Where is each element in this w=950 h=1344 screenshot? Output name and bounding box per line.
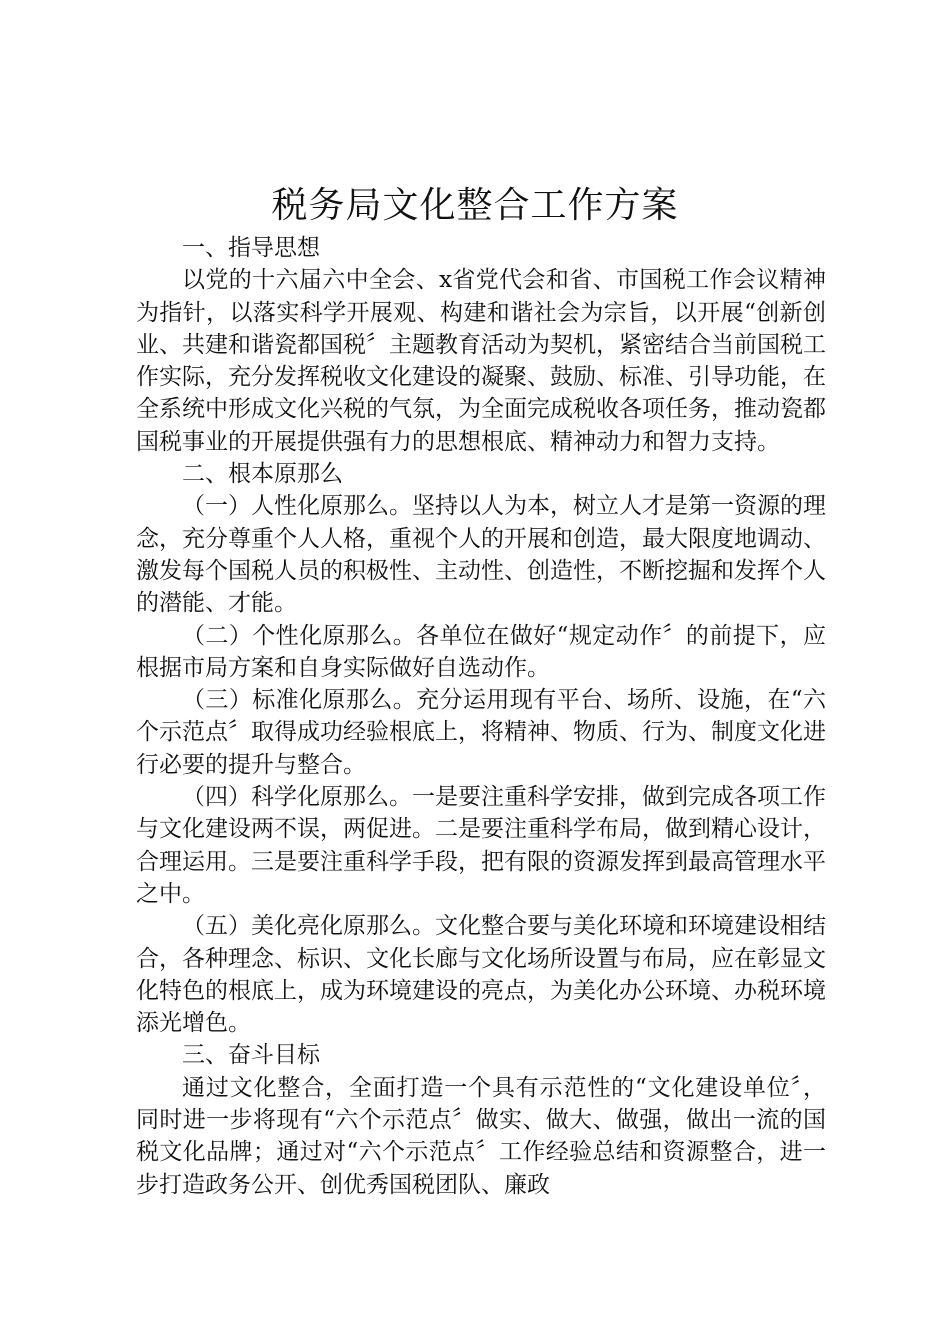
document-title: 税务局文化整合工作方案 <box>271 185 679 226</box>
paragraph-principle-humanization: （一）人性化原那么。坚持以人为本，树立人才是第一资源的理念，充分尊重个人人格，重视个人的开展和创造，最大限度地调动、激发每个国税人员的积极性、主动性、创造性，不断挖掘和发挥个人的潜能、才能。 <box>136 493 826 617</box>
paragraph-principle-scientific: （四）科学化原那么。一是要注重科学安排，做到完成各项工作与文化建设两不误，两促进。二是要注重科学布局，做到精心设计，合理运用。三是要注重科学手段，把有限的资源发挥到最高管理水平之中。 <box>136 784 826 907</box>
paragraph-guiding-ideology: 以党的十六届六中全会、x省党代会和省、市国税工作会议精神为指针，以落实科学开展观、构建和谐社会为宗旨，以开展“创新创业、共建和谐瓷都国税〞主题教育活动为契机，紧密结合当前国税工作实际，充分发挥税收文化建设的凝聚、鼓励、标准、引导功能，在全系统中形成文化兴税的气氛，为全面完成税收各项任务，推动瓷都国税事业的开展提供强有力的思想根底、精神动力和智力支持。 <box>136 267 826 455</box>
section-heading-guiding-ideology: 一、指导思想 <box>182 235 320 261</box>
paragraph-principle-individuality: （二）个性化原那么。各单位在做好“规定动作〞的前提下，应根据市局方案和自身实际做好自选动作。 <box>136 622 826 681</box>
section-heading-goals: 三、奋斗目标 <box>182 1042 320 1069</box>
paragraph-goals: 通过文化整合，全面打造一个具有示范性的“文化建设单位〞，同时进一步将现有“六个示范点〞做实、做大、做强，做出一流的国税文化品牌；通过对“六个示范点〞工作经验总结和资源整合，进一步打造政务公开、创优秀国税团队、廉政 <box>136 1074 826 1198</box>
paragraph-principle-beautification: （五）美化亮化原那么。文化整合要与美化环境和环境建设相结合，各种理念、标识、文化长廊与文化场所设置与布局，应在彰显文化特色的根底上，成为环境建设的亮点，为美化办公环境、办税环境添光增色。 <box>136 913 826 1037</box>
paragraph-principle-standardization: （三）标准化原那么。充分运用现有平台、场所、设施，在“六个示范点〞取得成功经验根底上，将精神、物质、行为、制度文化进行必要的提升与整合。 <box>136 687 826 778</box>
section-heading-basic-principles: 二、根本原那么 <box>182 461 343 488</box>
document-body <box>136 232 826 1201</box>
